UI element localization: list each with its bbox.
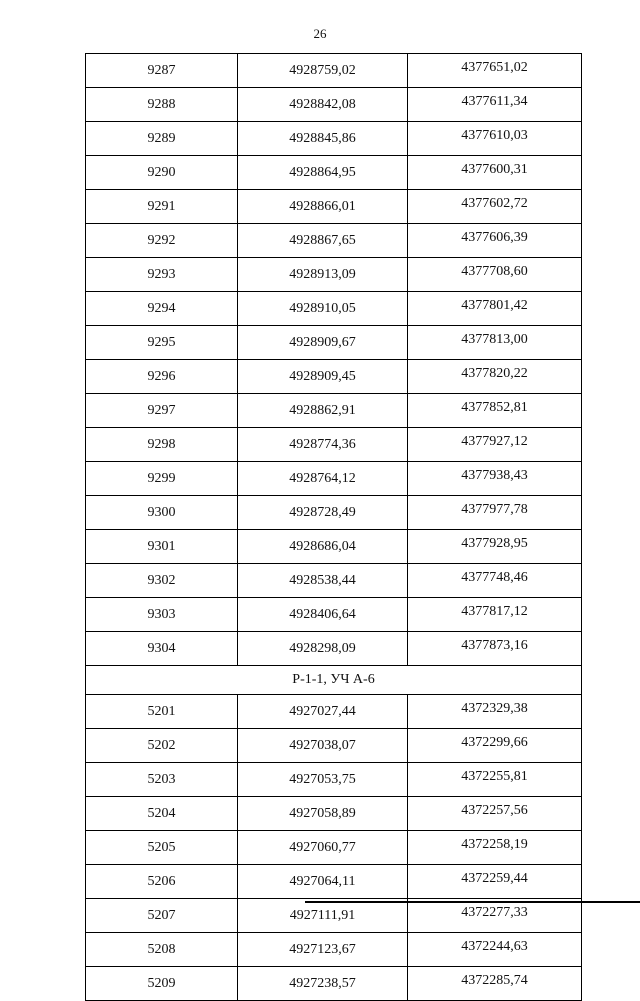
coordinate-x-cell: 4928686,04 (238, 530, 408, 564)
point-number-cell: 9288 (86, 88, 238, 122)
coordinate-y-cell: 4377852,81 (408, 394, 582, 428)
table-row (86, 865, 582, 899)
table-row (86, 763, 582, 797)
coordinate-x-cell: 4927111,91 (238, 899, 408, 933)
table-row (86, 326, 582, 360)
table-row (86, 831, 582, 865)
table-row (86, 190, 582, 224)
coordinate-x-cell: 4928842,08 (238, 88, 408, 122)
point-number-cell: 5201 (86, 695, 238, 729)
coordinate-x-cell: 4928774,36 (238, 428, 408, 462)
coordinate-y-cell: 4377820,22 (408, 360, 582, 394)
coordinate-x-cell: 4928759,02 (238, 54, 408, 88)
coordinate-x-cell: 4928909,45 (238, 360, 408, 394)
coordinate-y-cell: 4377606,39 (408, 224, 582, 258)
table-row (86, 797, 582, 831)
bottom-rule (305, 901, 640, 903)
point-number-cell: 9290 (86, 156, 238, 190)
coordinate-x-cell: 4927027,44 (238, 695, 408, 729)
table-row (86, 394, 582, 428)
point-number-cell: 5203 (86, 763, 238, 797)
table-row (86, 899, 582, 933)
point-number-cell: 9289 (86, 122, 238, 156)
point-number-cell: 9295 (86, 326, 238, 360)
coordinates-table-body (86, 54, 582, 1001)
coordinate-y-cell: 4377817,12 (408, 598, 582, 632)
coordinate-y-cell: 4377938,43 (408, 462, 582, 496)
point-number-cell: 9296 (86, 360, 238, 394)
coordinate-y-cell: 4377873,16 (408, 632, 582, 666)
point-number-cell: 9302 (86, 564, 238, 598)
coordinate-x-cell: 4928909,67 (238, 326, 408, 360)
coordinate-y-cell: 4372259,44 (408, 865, 582, 899)
coordinate-y-cell: 4377927,12 (408, 428, 582, 462)
point-number-cell: 9294 (86, 292, 238, 326)
point-number-cell: 5202 (86, 729, 238, 763)
coordinate-y-cell: 4372329,38 (408, 695, 582, 729)
point-number-cell: 9293 (86, 258, 238, 292)
point-number-cell: 9298 (86, 428, 238, 462)
page-number: 26 (313, 26, 327, 41)
coordinate-x-cell: 4928298,09 (238, 632, 408, 666)
table-row (86, 933, 582, 967)
coordinate-y-cell: 4372257,56 (408, 797, 582, 831)
point-number-cell: 9291 (86, 190, 238, 224)
coordinate-x-cell: 4928913,09 (238, 258, 408, 292)
table-row (86, 122, 582, 156)
coordinate-y-cell: 4377928,95 (408, 530, 582, 564)
table-row (86, 88, 582, 122)
table-row (86, 632, 582, 666)
table-row (86, 292, 582, 326)
coordinate-y-cell: 4377610,03 (408, 122, 582, 156)
point-number-cell: 5208 (86, 933, 238, 967)
table-row (86, 224, 582, 258)
section-header-row (86, 666, 582, 695)
coordinate-x-cell: 4928864,95 (238, 156, 408, 190)
table-row (86, 258, 582, 292)
point-number-cell: 9300 (86, 496, 238, 530)
point-number-cell: 5207 (86, 899, 238, 933)
coordinate-x-cell: 4927238,57 (238, 967, 408, 1001)
coordinate-x-cell: 4928845,86 (238, 122, 408, 156)
coordinate-x-cell: 4927053,75 (238, 763, 408, 797)
point-number-cell: 9299 (86, 462, 238, 496)
table-row (86, 156, 582, 190)
table-row (86, 530, 582, 564)
coordinate-x-cell: 4928910,05 (238, 292, 408, 326)
coordinate-y-cell: 4372277,33 (408, 899, 582, 933)
table-row (86, 462, 582, 496)
coordinate-x-cell: 4927038,07 (238, 729, 408, 763)
table-row (86, 729, 582, 763)
coordinate-y-cell: 4377611,34 (408, 88, 582, 122)
point-number-cell: 9287 (86, 54, 238, 88)
coordinates-table (85, 53, 582, 1001)
coordinate-y-cell: 4377977,78 (408, 496, 582, 530)
coordinate-y-cell: 4377708,60 (408, 258, 582, 292)
point-number-cell: 9303 (86, 598, 238, 632)
coordinate-y-cell: 4377748,46 (408, 564, 582, 598)
coordinate-x-cell: 4928406,64 (238, 598, 408, 632)
coordinate-x-cell: 4928538,44 (238, 564, 408, 598)
coordinate-x-cell: 4928862,91 (238, 394, 408, 428)
point-number-cell: 5209 (86, 967, 238, 1001)
table-row (86, 695, 582, 729)
coordinate-x-cell: 4927058,89 (238, 797, 408, 831)
point-number-cell: 5206 (86, 865, 238, 899)
coordinate-y-cell: 4377600,31 (408, 156, 582, 190)
table-row (86, 360, 582, 394)
section-title: Р-1-1, УЧ А-6 (86, 666, 582, 695)
coordinate-y-cell: 4372244,63 (408, 933, 582, 967)
coordinate-x-cell: 4927060,77 (238, 831, 408, 865)
table-row (86, 564, 582, 598)
point-number-cell: 9292 (86, 224, 238, 258)
coordinate-x-cell: 4928764,12 (238, 462, 408, 496)
coordinate-y-cell: 4377813,00 (408, 326, 582, 360)
table-row (86, 598, 582, 632)
point-number-cell: 9304 (86, 632, 238, 666)
coordinate-y-cell: 4372258,19 (408, 831, 582, 865)
coordinate-x-cell: 4928867,65 (238, 224, 408, 258)
table-row (86, 967, 582, 1001)
table-row (86, 428, 582, 462)
coordinate-x-cell: 4927123,67 (238, 933, 408, 967)
point-number-cell: 9301 (86, 530, 238, 564)
coordinate-y-cell: 4377651,02 (408, 54, 582, 88)
coordinate-y-cell: 4372299,66 (408, 729, 582, 763)
coordinate-x-cell: 4928728,49 (238, 496, 408, 530)
table-row (86, 54, 582, 88)
point-number-cell: 9297 (86, 394, 238, 428)
coordinate-x-cell: 4928866,01 (238, 190, 408, 224)
coordinate-y-cell: 4372255,81 (408, 763, 582, 797)
coordinate-y-cell: 4372285,74 (408, 967, 582, 1001)
coordinate-y-cell: 4377801,42 (408, 292, 582, 326)
coordinate-x-cell: 4927064,11 (238, 865, 408, 899)
coordinate-y-cell: 4377602,72 (408, 190, 582, 224)
point-number-cell: 5204 (86, 797, 238, 831)
point-number-cell: 5205 (86, 831, 238, 865)
table-row (86, 496, 582, 530)
